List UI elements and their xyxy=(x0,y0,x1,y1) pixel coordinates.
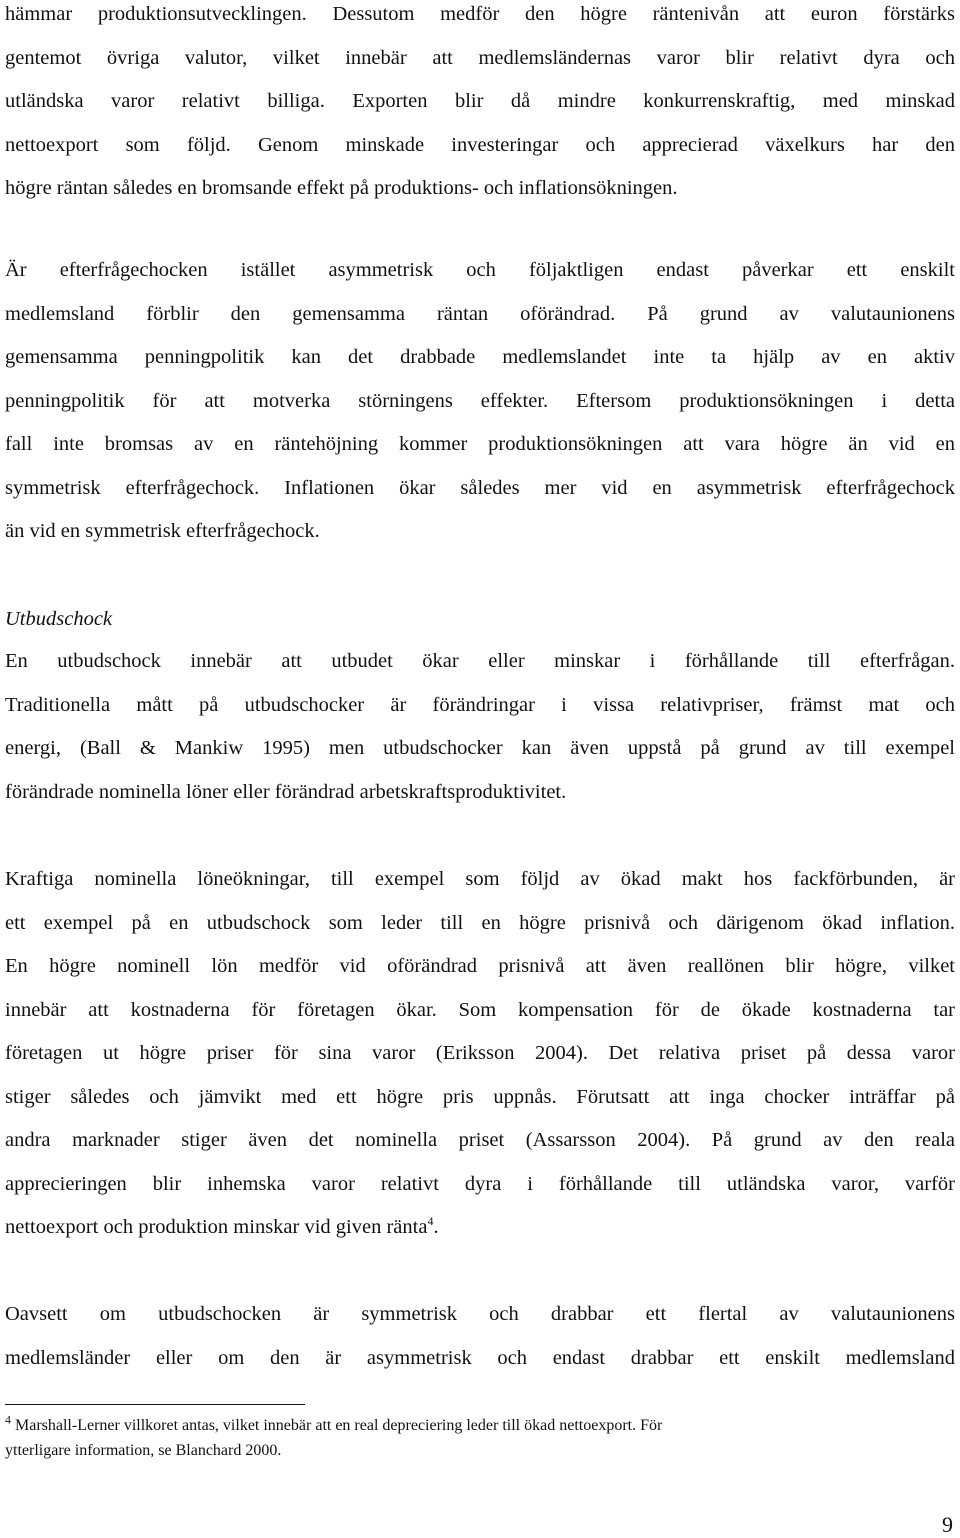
text-line: nettoexport som följd. Genom minskade investeringar och apprecierad växelkurs har den xyxy=(5,133,955,156)
text-line: innebär att kostnaderna för företagen ökar. Som kompensation för de ökade kostnaderna tar xyxy=(5,998,955,1021)
text-line: Oavsett om utbudschocken är symmetrisk och drabbar ett flertal av valutaunionens xyxy=(5,1303,955,1325)
text-line: gemensamma penningpolitik kan det drabbade medlemslandet inte ta hjälp av en aktiv xyxy=(5,346,955,368)
text-line: utländska varor relativt billiga. Exporten blir då mindre konkurrenskraftig, med minskad xyxy=(5,90,955,112)
footnote-line xyxy=(5,1413,935,1438)
text-line: hämmar produktionsutvecklingen. Dessutom medför den högre räntenivån att euron förstärks xyxy=(5,3,955,25)
text-line: företagen ut högre priser för sina varor (Eriksson 2004). Det relativa priset på dessa varor xyxy=(5,1042,955,1064)
text-fragment: . xyxy=(433,1216,439,1238)
footnote xyxy=(5,1413,935,1463)
paragraph-4 xyxy=(5,858,955,1250)
text-line: Kraftiga nominella löneökningar, till exempel som följd av ökad makt hos fackförbunden, är xyxy=(5,868,955,890)
text-fragment: Marshall-Lerner villkoret antas, vilket innebär att en real depreciering leder till ökad nettoexport. För xyxy=(11,1417,663,1434)
footnote-reference[interactable]: 4 xyxy=(427,1214,434,1229)
text-line: medlemsländer eller om den är asymmetrisk och endast drabbar ett enskilt medlemsland xyxy=(5,1346,955,1369)
text-line: symmetrisk efterfrågechock. Inflationen ökar således mer vid en asymmetrisk efterfrågechock xyxy=(5,476,955,499)
paragraph-2 xyxy=(5,249,955,554)
footnote-line: ytterligare information, se Blanchard 2000. xyxy=(5,1442,282,1459)
text-line: än vid en symmetrisk efterfrågechock. xyxy=(5,520,320,542)
footnote-divider xyxy=(5,1404,305,1405)
page-number: 9 xyxy=(942,1512,953,1537)
footnote-number: 4 xyxy=(5,1412,11,1427)
text-line: apprecieringen blir inhemska varor relativt dyra i förhållande till utländska varor, varför xyxy=(5,1172,955,1195)
text-line: stiger således och jämvikt med ett högre pris uppnås. Förutsatt att inga chocker inträffar på xyxy=(5,1085,955,1108)
paragraph-5 xyxy=(5,1293,955,1380)
paragraph-3 xyxy=(5,640,955,814)
text-line: energi, (Ball & Mankiw 1995) men utbudschocker kan även uppstå på grund av till exempel xyxy=(5,737,955,759)
text-line: fall inte bromsas av en räntehöjning kommer produktionsökningen att vara högre än vid en xyxy=(5,433,955,455)
text-line: En utbudschock innebär att utbudet ökar eller minskar i förhållande till efterfrågan. xyxy=(5,650,955,672)
text-line: förändrade nominella löner eller förändrad arbetskraftsproduktivitet. xyxy=(5,780,567,803)
text-line: högre räntan således en bromsande effekt på produktions- och inflationsökningen. xyxy=(5,177,678,199)
text-line-with-footnote-ref xyxy=(5,1206,955,1250)
text-line: penningpolitik för att motverka störningens effekter. Eftersom produktionsökningen i detta xyxy=(5,389,955,412)
text-line: En högre nominell lön medför vid oförändrad prisnivå att även reallönen blir högre, vilket xyxy=(5,955,955,977)
text-line: Är efterfrågechocken istället asymmetrisk och följaktligen endast påverkar ett enskilt xyxy=(5,259,955,281)
text-line: Traditionella mått på utbudschocker är förändringar i vissa relativpriser, främst mat och xyxy=(5,693,955,716)
text-line: gentemot övriga valutor, vilket innebär att medlemsländernas varor blir relativt dyra och xyxy=(5,46,955,69)
text-line: ett exempel på en utbudschock som leder till en högre prisnivå och därigenom ökad inflation. xyxy=(5,911,955,934)
text-line: andra marknader stiger även det nominella priset (Assarsson 2004). På grund av den reala xyxy=(5,1129,955,1151)
text-fragment: nettoexport och produktion minskar vid given ränta xyxy=(5,1216,428,1238)
paragraph-1 xyxy=(5,0,955,211)
section-heading: Utbudschock xyxy=(5,608,113,630)
text-line: medlemsland förblir den gemensamma räntan oförändrad. På grund av valutaunionens xyxy=(5,302,955,325)
